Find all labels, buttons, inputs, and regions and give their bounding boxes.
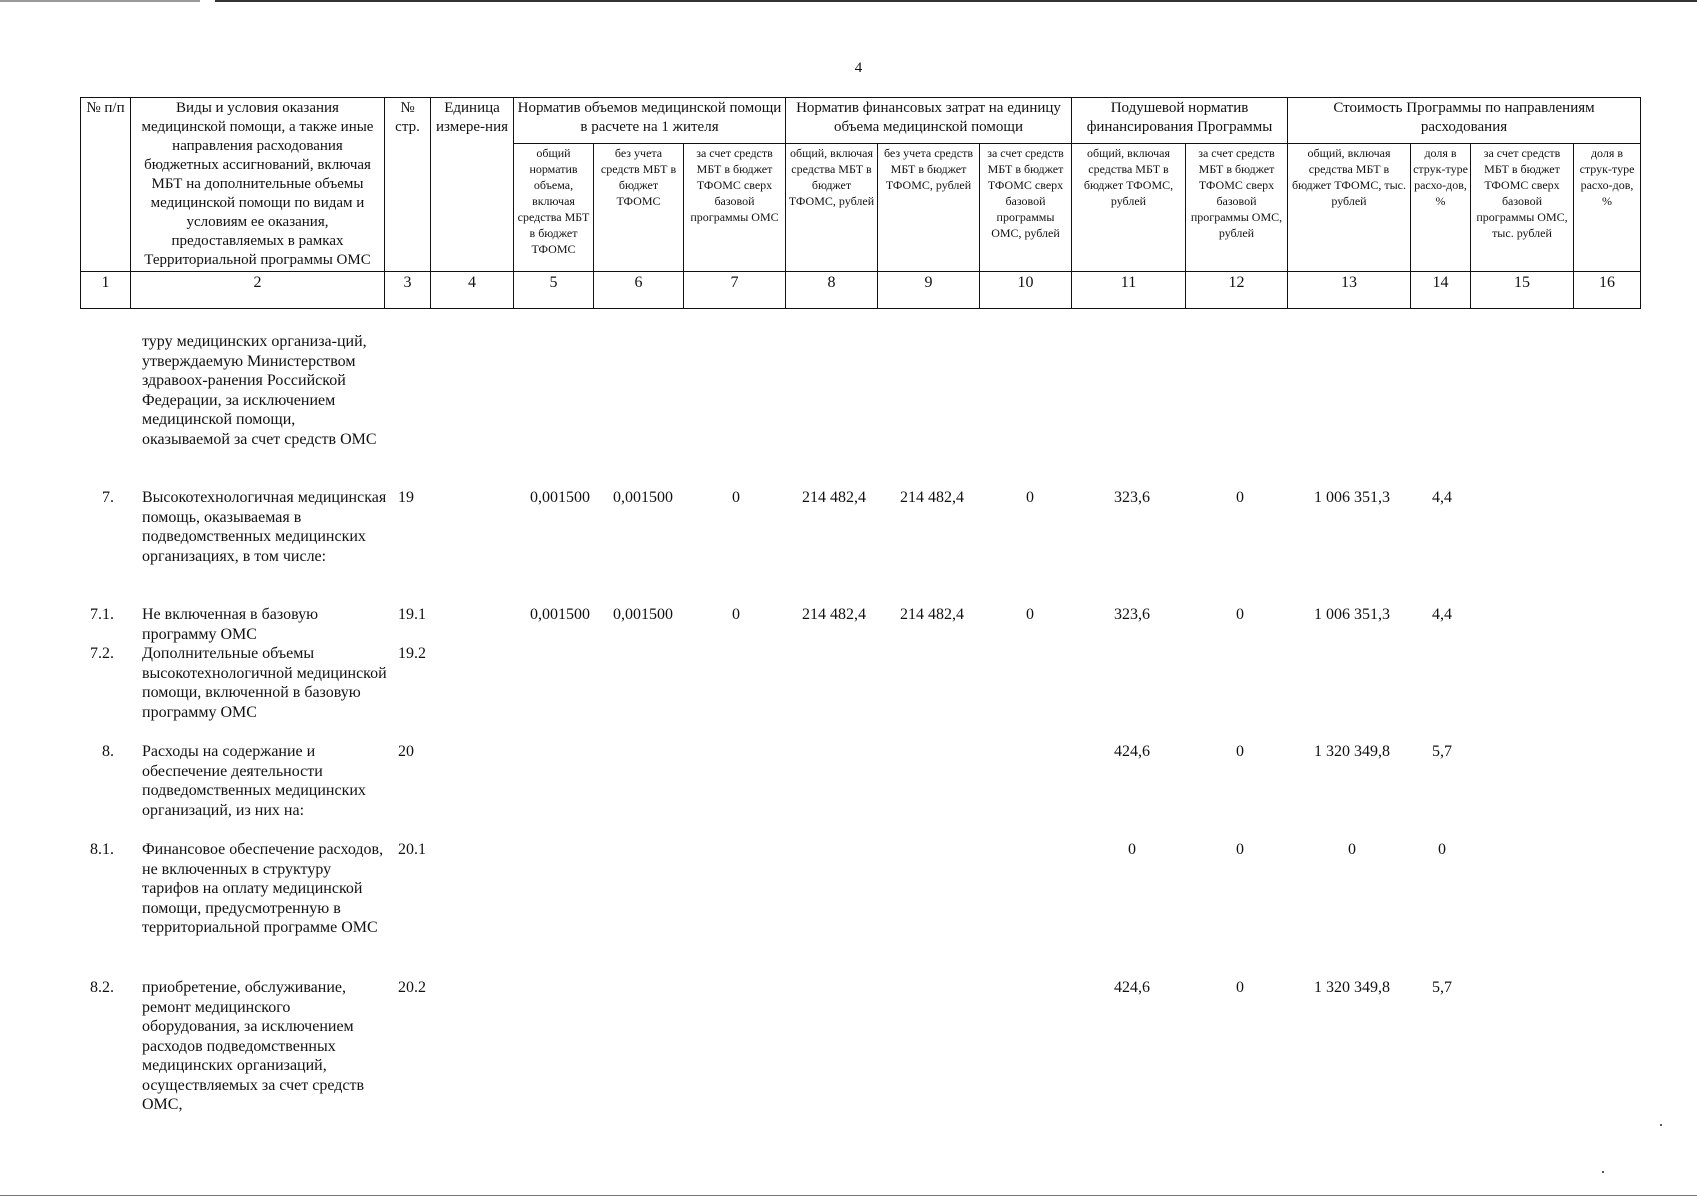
col-index: 13 [1288, 272, 1411, 309]
row-value-6: 0,001500 [613, 489, 673, 506]
row-value-5: 0,001500 [530, 489, 590, 506]
row-value-11: 424,6 [1114, 979, 1150, 996]
row-name: Высокотехнологичная медицинская помощь, оказываемая в подведомственных медицинских организациях, в том числе: [142, 489, 387, 565]
row-value-13: 1 320 349,8 [1314, 743, 1390, 760]
row-line: 19 [398, 489, 414, 506]
row-value-10: 0 [1026, 606, 1034, 623]
row-value-12: 0 [1236, 489, 1244, 506]
row-value-13: 1 006 351,3 [1314, 606, 1390, 623]
row-value-12: 0 [1236, 743, 1244, 760]
row-value-12: 0 [1236, 979, 1244, 996]
page-number: 4 [854, 60, 863, 76]
row-line: 19.1 [398, 606, 426, 623]
header-group-volume: Норматив объемов медицинской помощи в расчете на 1 жителя [514, 98, 786, 144]
header-col-number: № п/п [81, 98, 131, 272]
row-value-5: 0,001500 [530, 606, 590, 623]
row-line: 19.2 [398, 645, 426, 662]
row-name: Финансовое обеспечение расходов, не включенных в структуру тарифов на оплату медицинской помощи, предусмотренную в территориальной программе ОМС [142, 841, 384, 936]
header-col-line: № стр. [385, 98, 431, 272]
col-index: 3 [385, 272, 431, 309]
row-value-6: 0,001500 [613, 606, 673, 623]
row-value-12: 0 [1236, 606, 1244, 623]
row-number: 7. [102, 489, 114, 506]
col-index: 16 [1574, 272, 1641, 309]
row-number: 7.1. [90, 606, 114, 623]
row-number: 8.1. [90, 841, 114, 858]
col-index: 1 [81, 272, 131, 309]
col-index: 4 [431, 272, 514, 309]
header-col-16: доля в струк-туре расхо-дов, % [1574, 143, 1641, 271]
scan-edge-bottom [0, 1195, 1697, 1196]
col-index: 11 [1072, 272, 1186, 309]
row-value-11: 323,6 [1114, 606, 1150, 623]
col-index: 12 [1186, 272, 1288, 309]
row-name: Дополнительные объемы высокотехнологичной медицинской помощи, включенной в базовую программу ОМС [142, 645, 387, 721]
row-number: 7.2. [90, 645, 114, 662]
scan-speck [1660, 1124, 1662, 1126]
scan-speck [1602, 1171, 1604, 1173]
header-col-6: без учета средств МБТ в бюджет ТФОМС [594, 143, 684, 271]
header-col-9: без учета средств МБТ в бюджет ТФОМС, рублей [878, 143, 980, 271]
row-line: 20 [398, 743, 414, 760]
row-value-7: 0 [732, 606, 740, 623]
header-col-8: общий, включая средства МБТ в бюджет ТФОМС, рублей [786, 143, 878, 271]
row-value-14: 4,4 [1432, 489, 1452, 506]
row-number: 8.2. [90, 979, 114, 996]
col-index: 15 [1471, 272, 1574, 309]
header-group-percapita: Подушевой норматив финансирования Программы [1072, 98, 1288, 144]
row-value-8: 214 482,4 [802, 606, 866, 623]
col-index: 5 [514, 272, 594, 309]
col-index: 9 [878, 272, 980, 309]
header-number-row [81, 272, 1641, 309]
header-col-7: за счет средств МБТ в бюджет ТФОМС сверх базовой программы ОМС [684, 143, 786, 271]
col-index: 6 [594, 272, 684, 309]
header-col-11: общий, включая средства МБТ в бюджет ТФОМС, рублей [1072, 143, 1186, 271]
header-group-program: Стоимость Программы по направлениям расходования [1288, 98, 1641, 144]
row-value-11: 424,6 [1114, 743, 1150, 760]
header-col-unit: Единица измере-ния [431, 98, 514, 272]
row-value-14: 5,7 [1432, 979, 1452, 996]
col-index: 8 [786, 272, 878, 309]
row-value-8: 214 482,4 [802, 489, 866, 506]
row-value-13: 0 [1348, 841, 1356, 858]
row-line: 20.2 [398, 979, 426, 996]
scan-edge-top [0, 0, 1697, 2]
row-number: 8. [102, 743, 114, 760]
row-name: приобретение, обслуживание, ремонт медицинского оборудования, за исключением расходов подведомственных медицинских организаций, осуществляемых за счет средств ОМС, [142, 979, 364, 1113]
col-index: 10 [980, 272, 1072, 309]
row-value-14: 4,4 [1432, 606, 1452, 623]
header-group-cost: Норматив финансовых затрат на единицу объема медицинской помощи [786, 98, 1072, 144]
col-index: 14 [1411, 272, 1471, 309]
header-col-13: общий, включая средства МБТ в бюджет ТФОМС, тыс. рублей [1288, 143, 1411, 271]
header-col-10: за счет средств МБТ в бюджет ТФОМС сверх базовой программы ОМС, рублей [980, 143, 1072, 271]
row-line: 20.1 [398, 841, 426, 858]
header-col-5: общий норматив объема, включая средства МБТ в бюджет ТФОМС [514, 143, 594, 271]
row-value-11: 323,6 [1114, 489, 1150, 506]
row-value-12: 0 [1236, 841, 1244, 858]
col-index: 7 [684, 272, 786, 309]
row-value-14: 0 [1438, 841, 1446, 858]
row-name: Расходы на содержание и обеспечение деятельности подведомственных медицинских организаций, из них на: [142, 743, 366, 819]
header-col-12: за счет средств МБТ в бюджет ТФОМС сверх базовой программы ОМС, рублей [1186, 143, 1288, 271]
row-value-11: 0 [1128, 841, 1136, 858]
col-index: 2 [131, 272, 385, 309]
row-name: Не включенная в базовую программу ОМС [142, 606, 319, 643]
row-value-10: 0 [1026, 489, 1034, 506]
header-col-15: за счет средств МБТ в бюджет ТФОМС сверх базовой программы ОМС, тыс. рублей [1471, 143, 1574, 271]
header-col-type: Виды и условия оказания медицинской помощи, а также иные направления расходования бюджетных ассигнований, включая МБТ на дополнительные объемы медицинской помощи по видам и условиям ее оказания, предоставляемых в рамках Территориальной программы ОМС [131, 98, 385, 272]
row-value-7: 0 [732, 489, 740, 506]
row-value-9: 214 482,4 [900, 489, 964, 506]
row-value-9: 214 482,4 [900, 606, 964, 623]
row-name: туру медицинских организа-ций, утверждаемую Министерством здравоох-ранения Российской Федерации, за исключением медицинской помощи, оказываемой за счет средств ОМС [142, 333, 377, 448]
table-header [80, 97, 1641, 309]
row-value-13: 1 320 349,8 [1314, 979, 1390, 996]
row-value-14: 5,7 [1432, 743, 1452, 760]
row-value-13: 1 006 351,3 [1314, 489, 1390, 506]
header-col-14: доля в струк-туре расхо-дов, % [1411, 143, 1471, 271]
